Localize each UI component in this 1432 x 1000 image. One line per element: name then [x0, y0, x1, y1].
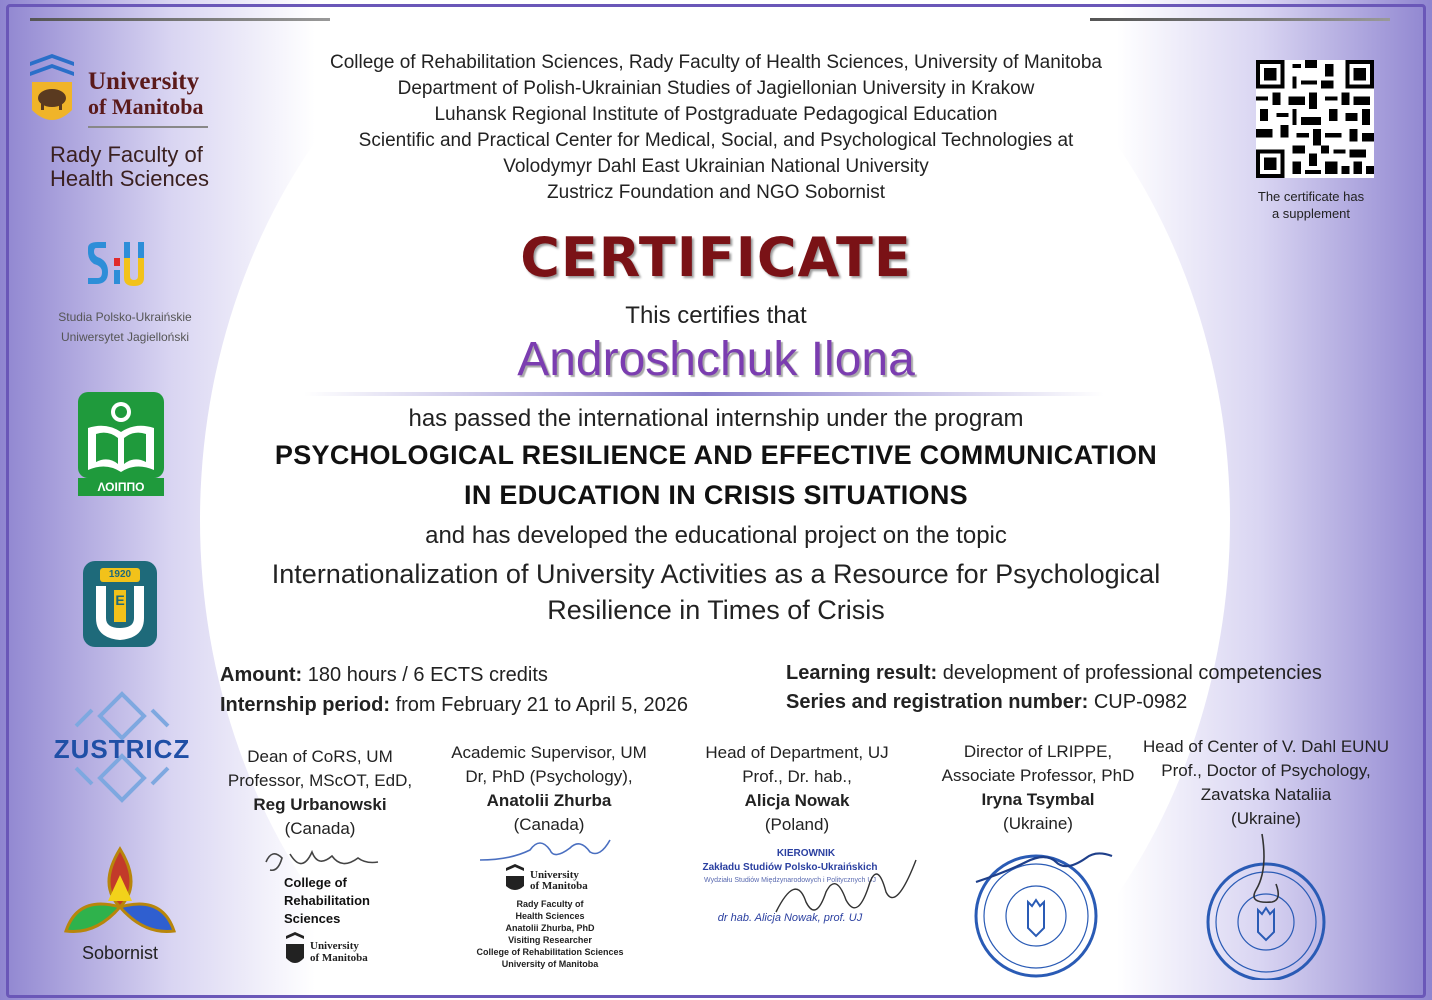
top-decor-line-right: [1090, 18, 1390, 21]
topic-line2: Resilience in Times of Crisis: [547, 595, 885, 625]
period-label: Internship period:: [220, 694, 390, 716]
amount-value: 180 hours / 6 ECTS credits: [307, 664, 548, 686]
rady-faculty-line2: Health Sciences: [50, 166, 209, 191]
certifies-text: This certifies that: [625, 302, 807, 329]
spu-line1: Studia Polsko-Ukraińskie: [58, 310, 192, 324]
manitoba-line1: University: [88, 68, 200, 95]
series-field: [786, 691, 1187, 714]
signature-icon: [470, 830, 620, 870]
signatory-country: (Canada): [284, 819, 356, 838]
recipient-name: Androshchuk Ilona: [517, 333, 915, 386]
uj-l3: Wydziału Studiów Międzynarodowych i Politycznych UJ: [704, 877, 876, 884]
spu-line2: Uniwersytet Jagielloński: [60, 330, 190, 344]
series-label: Series and registration number:: [786, 691, 1089, 713]
bison-shield-icon: [26, 52, 78, 134]
signatory-role: Head of Department, UJ: [705, 743, 889, 762]
signatory-name: Anatolii Zhurba: [486, 791, 612, 810]
signatory-1: [214, 745, 426, 841]
university-of-manitoba-logo: [26, 52, 226, 192]
signatory-5: [1136, 735, 1396, 831]
signatory-role: Dean of CoRS, UM: [247, 747, 393, 766]
manitoba-line2: of Manitoba: [88, 94, 204, 119]
supervisor-um2: of Manitoba: [530, 880, 588, 892]
certificate-title: CERTIFICATE: [520, 226, 912, 289]
signatory-title: Dr, PhD (Psychology),: [465, 767, 633, 786]
signatory-role: Director of LRIPPE,: [963, 742, 1113, 761]
loippo-label: ΛΟΙΠΠΟ: [78, 478, 164, 496]
series-value: CUP-0982: [1093, 691, 1188, 713]
uj-l1: KIEROWNIK: [776, 848, 836, 859]
cors-line2: Rehabilitation: [284, 893, 370, 908]
supervisor-l1: Rady Faculty of: [516, 899, 584, 909]
signature-icon: [262, 844, 382, 878]
header-line: Scientific and Practical Center for Medical, Social, and Psychological Technologies at: [358, 130, 1074, 151]
qr-code-icon: [1256, 60, 1374, 178]
supervisor-um-text: [530, 870, 588, 892]
supervisor-l5: College of Rehabilitation Sciences: [476, 947, 624, 957]
qr-code: [1256, 60, 1374, 178]
signatory-title: Professor, MScOT, EdD,: [227, 771, 413, 790]
eunu-year: 1920: [108, 569, 132, 580]
cors-stamp: [258, 840, 398, 980]
signatory-3: [692, 741, 902, 837]
name-underline: [304, 392, 1104, 396]
header-line: Luhansk Regional Institute of Postgraduate Pedagogical Education: [434, 104, 998, 125]
qr-note-line2: a supplement: [1271, 206, 1351, 221]
manitoba-divider: [88, 126, 208, 128]
supervisor-l3: Anatolii Zhurba, PhD: [505, 923, 595, 933]
supervisor-um1: University: [530, 869, 579, 881]
program-line1: PSYCHOLOGICAL RESILIENCE AND EFFECTIVE COMMUNICATION: [274, 440, 1158, 470]
uj-l2: Zakładu Studiów Polsko-Ukraińskich: [702, 862, 878, 873]
signatory-name: Zavatska Nataliia: [1200, 785, 1332, 804]
signatory-2: [436, 741, 662, 837]
learning-result-label: Learning result:: [786, 662, 938, 684]
supervisor-stamp-text: [470, 898, 630, 970]
signature-icon: [766, 852, 926, 932]
learning-result-value: development of professional competencies: [942, 662, 1322, 684]
header-line: Department of Polish-Ukrainian Studies of Jagiellonian University in Krakow: [397, 78, 1035, 99]
uj-l4: dr hab. Alicja Nowak, prof. UJ: [717, 912, 863, 924]
period-value: from February 21 to April 5, 2026: [395, 694, 688, 716]
signatory-role: Head of Center of V. Dahl EUNU: [1143, 737, 1389, 756]
amount-label: Amount:: [220, 664, 303, 686]
signatory-4: [930, 740, 1146, 836]
passed-text: has passed the international internship under the program: [408, 405, 1024, 432]
signatory-country: (Ukraine): [1003, 814, 1073, 833]
signatory-name: Alicja Nowak: [744, 791, 850, 810]
project-topic: [0, 556, 1432, 628]
signatory-name: Iryna Tsymbal: [981, 790, 1095, 809]
topic-line1: Internationalization of University Activities as a Resource for Psychological: [271, 559, 1161, 589]
signatory-name: Reg Urbanowski: [253, 795, 387, 814]
sobornist-triquetra-icon: [60, 845, 180, 941]
learning-result-field: [786, 662, 1322, 685]
uj-stamp: [676, 846, 936, 936]
sobornist-logo: [60, 845, 180, 965]
qr-note: [1236, 188, 1386, 222]
sobornist-label: Sobornist: [81, 943, 159, 963]
signatory-country: (Canada): [513, 815, 585, 834]
cors-um-text: [310, 940, 368, 964]
eunu-letter: E: [115, 592, 125, 608]
manitoba-small-shield-icon: [504, 864, 526, 896]
header-line: College of Rehabilitation Sciences, Rady Faculty of Health Sciences, University of Manitoba: [330, 52, 1102, 73]
top-decor-line-left: [30, 18, 330, 21]
cors-line1: College of: [284, 875, 347, 890]
supervisor-l6: University of Manitoba: [501, 959, 599, 969]
supervisor-stamp: [470, 830, 630, 980]
qr-note-line1: The certificate has: [1257, 189, 1365, 204]
signatory-title: Associate Professor, PhD: [941, 766, 1135, 785]
header-line: Zustricz Foundation and NGO Sobornist: [547, 182, 885, 203]
cors-stamp-text: [284, 874, 370, 928]
program-line2: IN EDUCATION IN CRISIS SITUATIONS: [464, 480, 968, 510]
amount-field: [220, 664, 548, 687]
zustricz-label: ZUSTRICZ: [53, 734, 191, 764]
signatory-title: Prof., Dr. hab.,: [742, 767, 852, 786]
cors-um1: University: [310, 940, 359, 952]
signatory-country: (Poland): [764, 815, 830, 834]
signatory-title: Prof., Doctor of Psychology,: [1161, 761, 1371, 780]
lrippe-seal-icon: [966, 842, 1116, 982]
manitoba-small-shield-icon: [284, 932, 306, 970]
signatory-role: Academic Supervisor, UM: [451, 743, 647, 762]
cors-um2: of Manitoba: [310, 952, 368, 964]
period-field: [220, 694, 688, 717]
zustricz-logo: [52, 690, 192, 805]
rady-faculty-line1: Rady Faculty of: [50, 142, 203, 167]
supervisor-l2: Health Sciences: [515, 911, 585, 921]
eunu-seal-icon: [1192, 830, 1342, 980]
developed-text: and has developed the educational project on the topic: [425, 522, 1007, 549]
signatory-country: (Ukraine): [1231, 809, 1301, 828]
cors-line3: Sciences: [284, 911, 341, 926]
supervisor-l4: Visiting Researcher: [508, 935, 592, 945]
header-line: Volodymyr Dahl East Ukrainian National University: [503, 156, 929, 177]
